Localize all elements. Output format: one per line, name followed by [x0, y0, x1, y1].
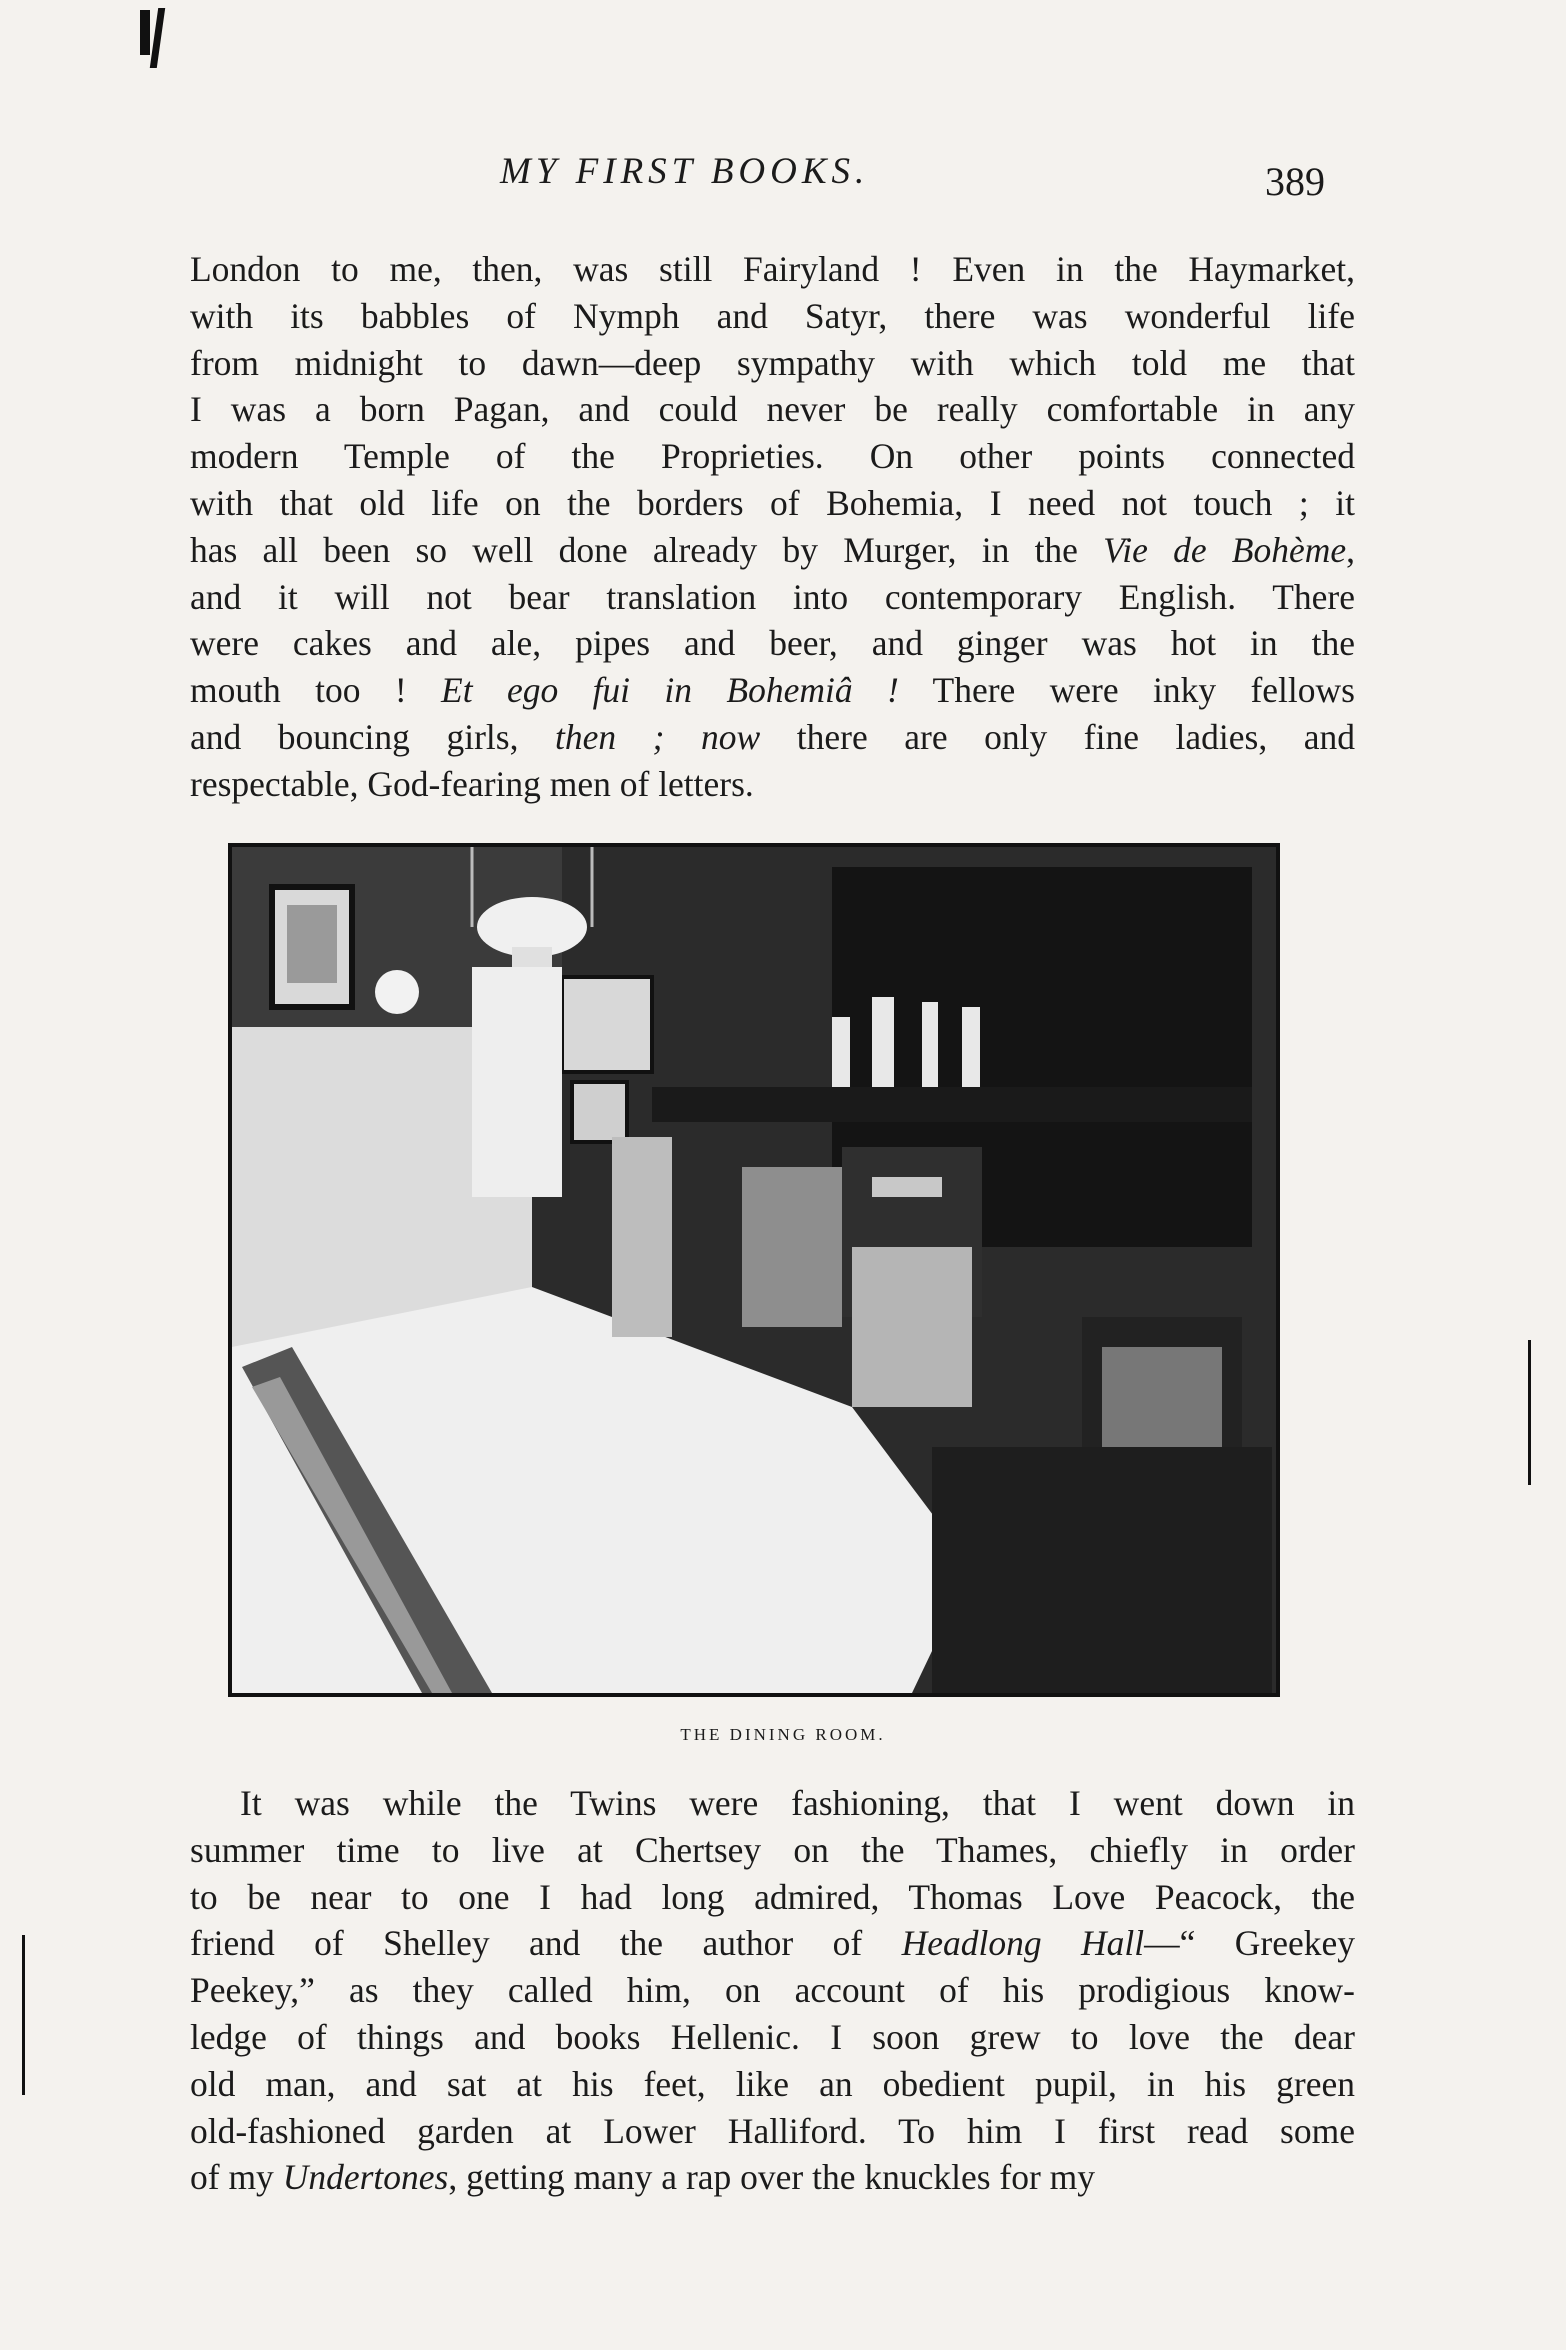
text-line: old-fashioned garden at Lower Halliford. To him I first read some — [190, 2110, 1355, 2151]
text-line: with its babbles of Nymph and Satyr, there was wonderful life — [190, 295, 1355, 336]
text-line: Peekey,” as they called him, on account of his prodigious know- — [190, 1970, 1355, 2011]
text-line: I was a born Pagan, and could never be really comfortable in any — [190, 389, 1355, 430]
text-line: and bouncing girls, then ; now there are only fine ladies, and — [190, 716, 1355, 757]
paragraph-chertsey — [190, 1780, 1355, 2201]
text-line: old man, and sat at his feet, like an obedient pupil, in his green — [190, 2063, 1355, 2104]
italic-text: Vie de Bohème — [1103, 529, 1347, 570]
text-line: from midnight to dawn—deep sympathy with which told me that — [190, 342, 1355, 383]
text-line: London to me, then, was still Fairyland ! Even in the Haymarket, — [190, 249, 1355, 289]
italic-text: Et ego fui in Bohemiâ ! — [441, 670, 899, 711]
text-line: respectable, God-fearing men of letters. — [190, 763, 754, 804]
running-header-title: MY FIRST BOOKS. — [500, 151, 870, 192]
italic-text: Headlong Hall — [901, 1923, 1145, 1964]
text-line: has all been so well done already by Murger, in the Vie de Bohème, — [190, 529, 1356, 570]
text-line: It was while the Twins were fashioning, that I went down in — [240, 1783, 1355, 1823]
text-line: were cakes and ale, pipes and beer, and ginger was hot in the — [190, 623, 1355, 664]
text-line: modern Temple of the Proprieties. On other points connected — [190, 436, 1355, 477]
text-line: and it will not bear translation into contemporary English. There — [190, 576, 1355, 617]
margin-mark-left — [22, 1935, 25, 2095]
text-line: friend of Shelley and the author of Headlong Hall—“ Greekey — [190, 1923, 1355, 1964]
text-line: to be near to one I had long admired, Thomas Love Peacock, the — [190, 1876, 1355, 1917]
print-mark-top-left-2 — [150, 8, 165, 68]
text-line: of my Undertones, getting many a rap over the knuckles for my — [190, 2157, 1096, 2198]
dining-room-photo-drawing — [232, 847, 1276, 1693]
text-line: mouth too ! Et ego fui in Bohemiâ ! There were inky fellows — [190, 670, 1355, 711]
page-number: 389 — [1265, 159, 1325, 204]
text-line: summer time to live at Chertsey on the Thames, chiefly in order — [190, 1829, 1355, 1870]
figure-caption: THE DINING ROOM. — [680, 1725, 886, 1744]
italic-text: then ; now — [555, 716, 761, 757]
text-line: with that old life on the borders of Bohemia, I need not touch ; it — [190, 482, 1355, 523]
print-mark-top-left — [140, 10, 150, 55]
text-line: ledge of things and books Hellenic. I soon grew to love the dear — [190, 2016, 1355, 2057]
italic-text: Undertones — [282, 2157, 449, 2198]
dining-room-photograph — [228, 843, 1280, 1697]
paragraph-london — [190, 246, 1355, 808]
margin-mark-right — [1528, 1340, 1531, 1485]
